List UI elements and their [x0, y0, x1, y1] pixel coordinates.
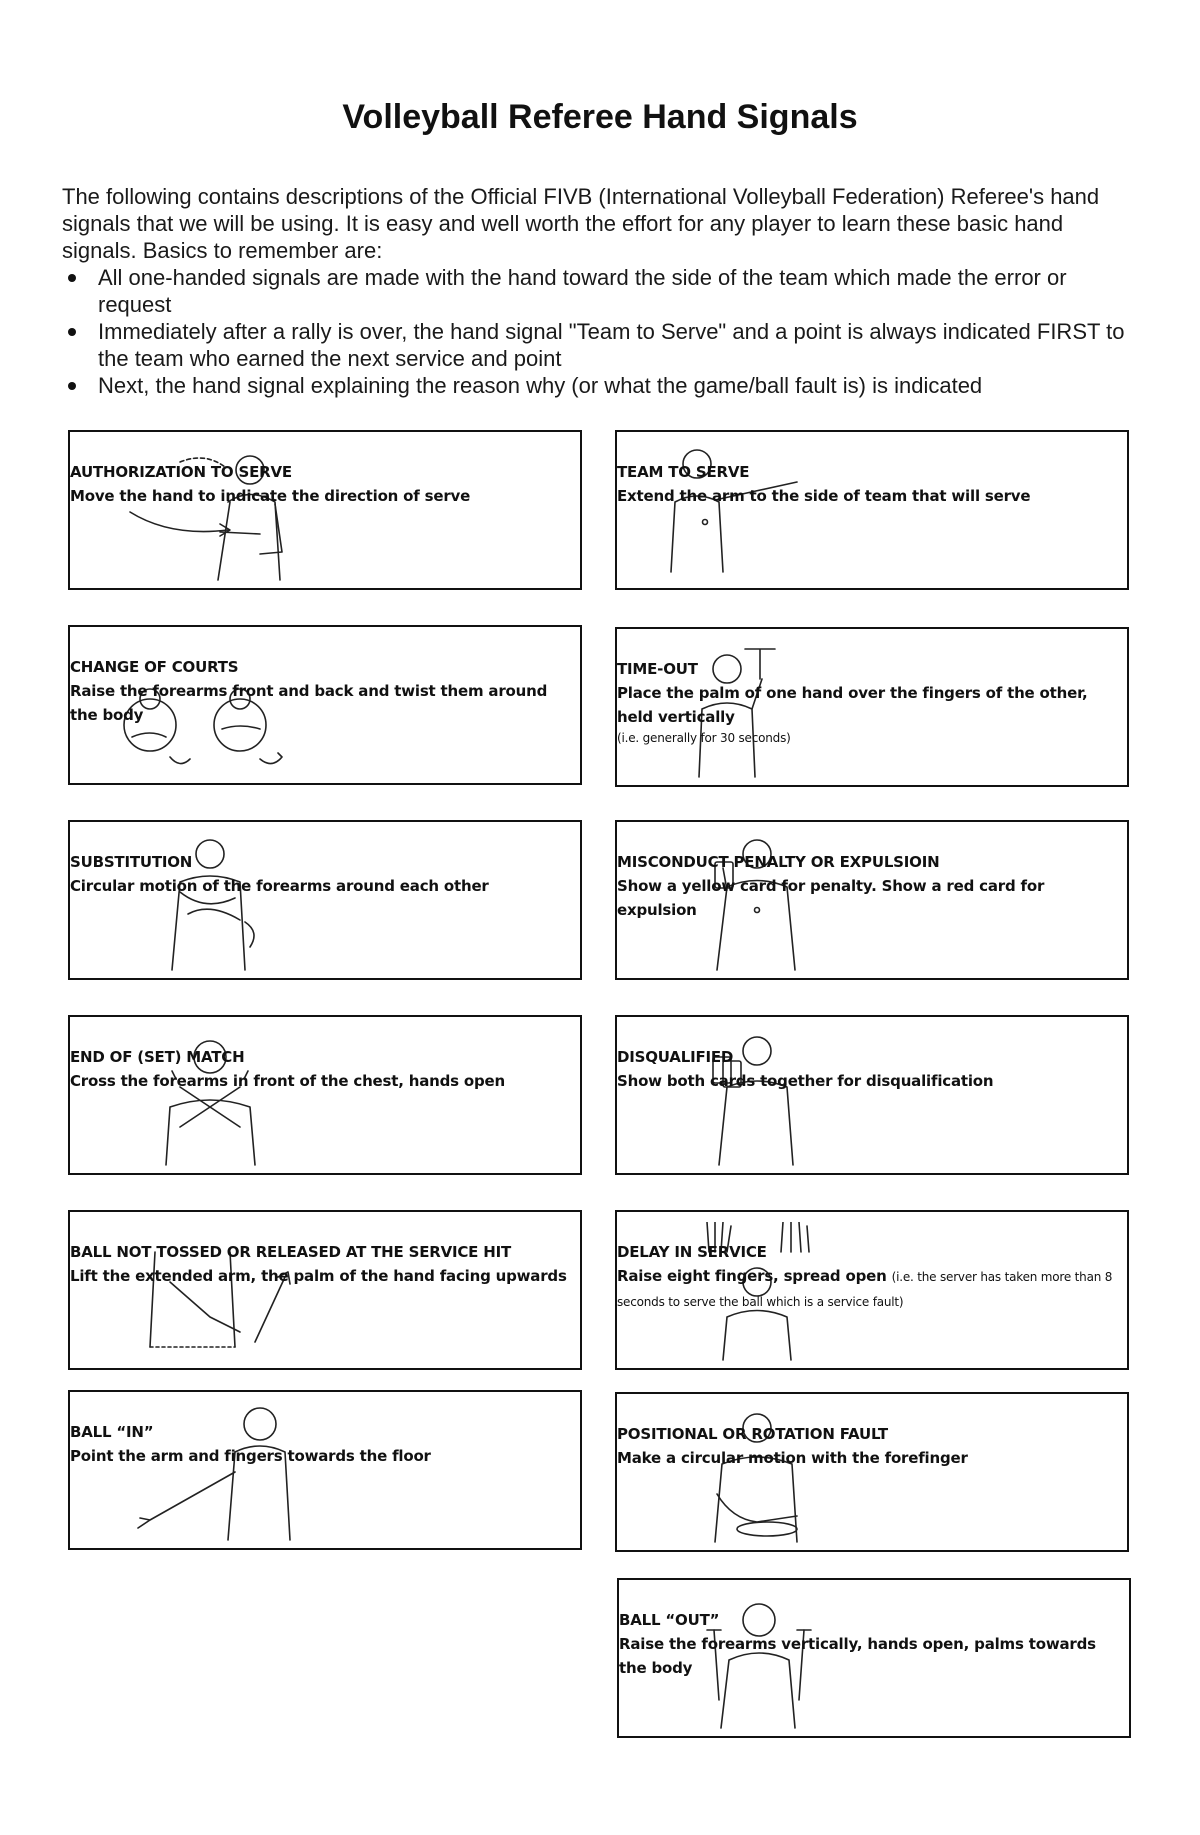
signal-description: Lift the extended arm, the palm of the hand facing upwards — [70, 1267, 567, 1285]
signal-card-team-to-serve — [615, 430, 1129, 590]
signal-description: Circular motion of the forearms around each other — [70, 877, 489, 895]
signal-title: DISQUALIFIED — [617, 1048, 734, 1066]
signal-title: BALL “IN” — [70, 1423, 154, 1441]
list-item: Immediately after a rally is over, the hand signal "Team to Serve" and a point is always indicated FIRST to the team who earned the next service and point — [98, 318, 1142, 372]
signal-description: Extend the arm to the side of team that will serve — [617, 487, 1031, 505]
signal-card-end-of-set-match — [68, 1015, 582, 1175]
signal-description: Raise the forearms front and back and twist them around the body — [70, 682, 548, 724]
signal-description: Show a yellow card for penalty. Show a red card for expulsion — [617, 877, 1045, 919]
signal-card-authorization-to-serve — [68, 430, 582, 590]
intro-section — [62, 183, 1142, 399]
signal-title: END OF (SET) MATCH — [70, 1048, 245, 1066]
signal-title: DELAY IN SERVICE — [617, 1243, 767, 1261]
signal-description: Raise the forearms vertically, hands open, palms towards the body — [619, 1635, 1096, 1677]
signal-title: POSITIONAL OR ROTATION FAULT — [617, 1425, 888, 1443]
signal-card-time-out — [615, 627, 1129, 787]
signal-description: Cross the forearms in front of the chest, hands open — [70, 1072, 506, 1090]
signal-title: MISCONDUCT PENALTY OR EXPULSIOIN — [617, 853, 940, 871]
signal-description: Raise eight fingers, spread open — [617, 1267, 887, 1285]
signal-title: TIME-OUT — [617, 660, 698, 678]
signal-card-disqualified — [615, 1015, 1129, 1175]
signal-note: (i.e. generally for 30 seconds) — [617, 731, 791, 745]
signal-description: Move the hand to indicate the direction of serve — [70, 487, 471, 505]
signal-description: Place the palm of one hand over the fingers of the other, held vertically — [617, 684, 1088, 726]
signal-card-misconduct — [615, 820, 1129, 980]
signal-card-ball-out — [617, 1578, 1131, 1738]
signal-card-ball-in — [68, 1390, 582, 1550]
list-item: All one-handed signals are made with the hand toward the side of the team which made the error or request — [98, 264, 1142, 318]
document-title: Volleyball Referee Hand Signals — [342, 98, 858, 136]
signal-card-positional-fault — [615, 1392, 1129, 1552]
signal-card-change-of-courts — [68, 625, 582, 785]
signal-title: AUTHORIZATION TO SERVE — [70, 463, 292, 481]
signal-title: SUBSTITUTION — [70, 853, 193, 871]
signal-card-substitution — [68, 820, 582, 980]
intro-paragraph: The following contains descriptions of the Official FIVB (International Volleyball Federation) Referee's hand signals that we will be using. It is easy and well worth the effort for any player to learn these basic hand signals. Basics to remember are: — [62, 184, 1100, 263]
signal-description: Point the arm and fingers towards the floor — [70, 1447, 431, 1465]
basics-list — [62, 264, 1142, 399]
signal-description: Show both cards together for disqualification — [617, 1072, 994, 1090]
signal-note: (i.e. the server has taken more than 8 seconds to serve the ball which is a service fault) — [617, 1270, 1113, 1309]
list-item: Next, the hand signal explaining the reason why (or what the game/ball fault is) is indicated — [98, 372, 1142, 399]
signal-description: Make a circular motion with the forefinger — [617, 1449, 968, 1467]
signal-card-delay-in-service — [615, 1210, 1129, 1370]
signal-title: CHANGE OF COURTS — [70, 658, 239, 676]
signal-card-ball-not-tossed — [68, 1210, 582, 1370]
signal-title: BALL “OUT” — [619, 1611, 720, 1629]
signal-title: TEAM TO SERVE — [617, 463, 750, 481]
signal-title: BALL NOT TOSSED OR RELEASED AT THE SERVICE HIT — [70, 1243, 512, 1261]
